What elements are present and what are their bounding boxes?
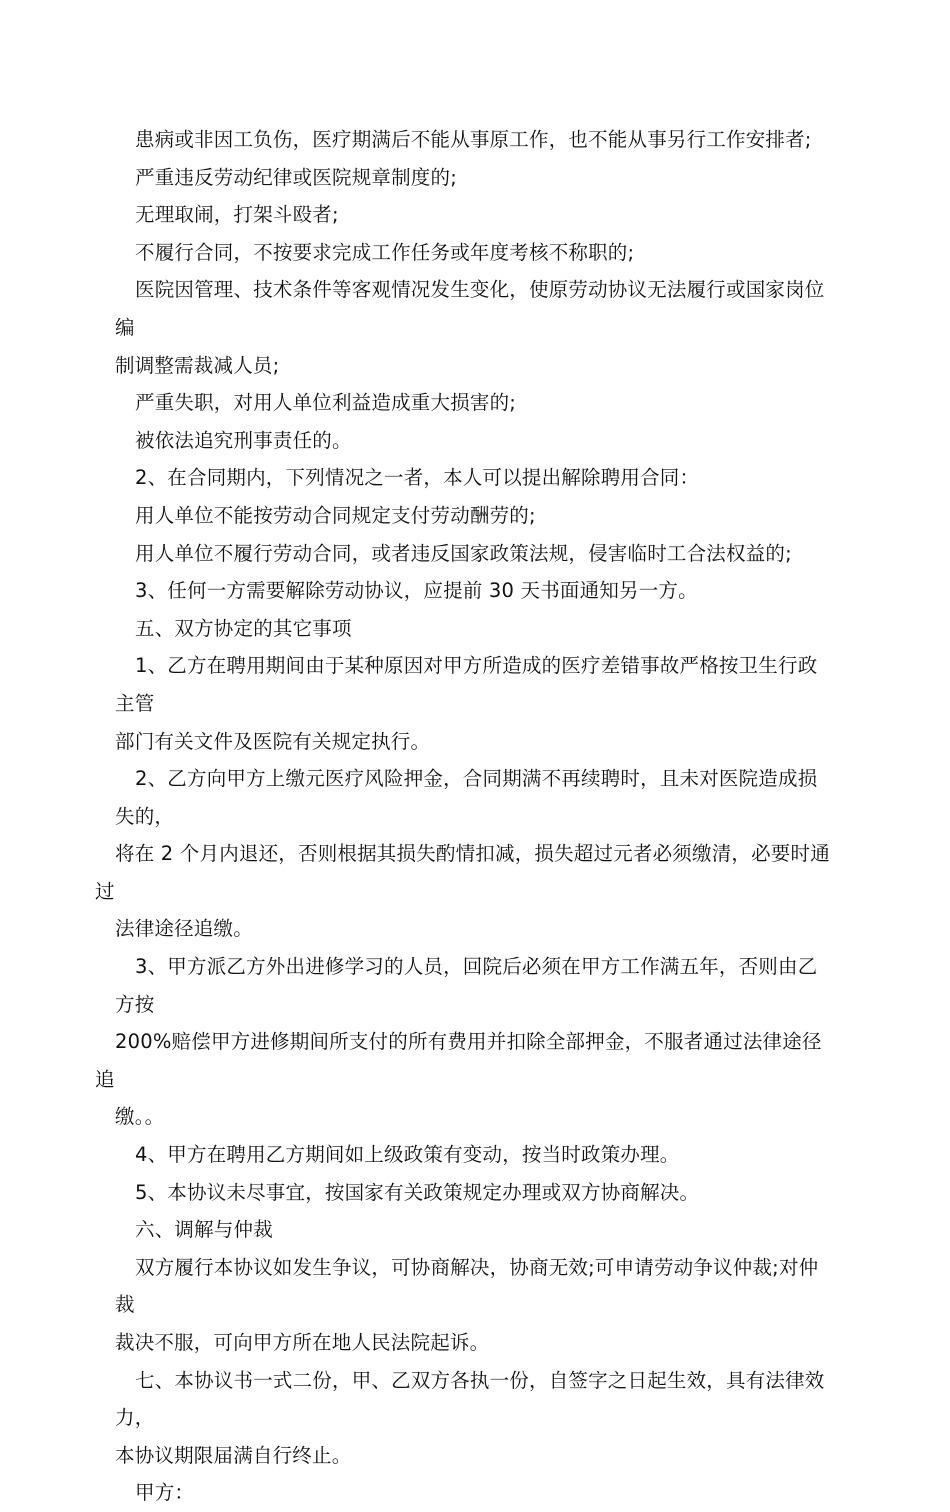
text-line: 3、甲方派乙方外出进修学习的人员，回院后必须在甲方工作满五年，否则由乙方按 (115, 955, 818, 1016)
document-body (95, 121, 837, 1512)
paragraph (95, 760, 837, 948)
text-line: 五、双方协定的其它事项 (135, 616, 352, 640)
section-heading (115, 1211, 837, 1249)
paragraph (115, 1174, 837, 1212)
section-heading (115, 610, 837, 648)
text-line: 七、本协议书一式二份，甲、乙双方各执一份，自签字之日起生效，具有法律效力， (115, 1368, 825, 1430)
text-line: 医院因管理、技术条件等客观情况发生变化，使原劳动协议无法履行或国家岗位编 (115, 278, 825, 339)
text-line: 甲方： (135, 1481, 195, 1505)
paragraph (115, 1249, 837, 1362)
text-line: 本协议期限届满自行终止。 (115, 1443, 352, 1467)
text-line: 裁决不服，可向甲方所在地人民法院起诉。 (115, 1331, 490, 1354)
paragraph (115, 384, 837, 422)
paragraph (115, 535, 837, 573)
paragraph (115, 234, 837, 272)
text-line: 患病或非因工负伤，医疗期满后不能从事原工作，也不能从事另行工作安排者; (135, 128, 812, 151)
paragraph (115, 1136, 837, 1174)
paragraph (115, 1362, 837, 1475)
text-line: 1、乙方在聘用期间由于某种原因对甲方所造成的医疗差错事故严格按卫生行政主管 (115, 654, 818, 715)
text-line: 200%赔偿甲方进修期间所支付的所有费用并扣除全部押金，不服者通过法律途径追 (95, 1030, 822, 1091)
text-line: 5、本协议未尽事宜，按国家有关政策规定办理或双方协商解决。 (135, 1180, 700, 1204)
text-line: 4、甲方在聘用乙方期间如上级政策有变动，按当时政策办理。 (135, 1143, 680, 1167)
text-line: 严重违反劳动纪律或医院规章制度的; (135, 165, 457, 189)
signature-label (115, 1474, 837, 1512)
text-line: 用人单位不履行劳动合同，或者违反国家政策法规，侵害临时工合法权益的; (135, 541, 792, 565)
paragraph (115, 647, 837, 760)
paragraph (115, 159, 837, 197)
text-line: 部门有关文件及医院有关规定执行。 (115, 729, 431, 753)
text-line: 被依法追究刑事责任的。 (135, 428, 352, 452)
paragraph (115, 121, 837, 159)
text-line: 2、在合同期内，下列情况之一者，本人可以提出解除聘用合同： (135, 466, 700, 490)
text-line: 缴。。 (115, 1105, 165, 1129)
paragraph (115, 422, 837, 460)
text-line: 3、任何一方需要解除劳动协议，应提前 30 天书面通知另一方。 (135, 579, 698, 603)
text-line: 无理取闹，打架斗殴者; (135, 203, 339, 227)
text-line: 用人单位不能按劳动合同规定支付劳动酬劳的; (135, 503, 536, 527)
text-line: 法律途径追缴。 (115, 917, 253, 941)
text-line: 不履行合同，不按要求完成工作任务或年度考核不称职的; (135, 240, 635, 264)
text-line: 双方履行本协议如发生争议，可协商解决，协商无效;可申请劳动争议仲裁;对仲裁 (115, 1255, 819, 1317)
paragraph (115, 271, 837, 384)
text-line: 六、调解与仲裁 (135, 1218, 273, 1242)
text-line: 制调整需裁减人员; (115, 353, 280, 377)
text-line: 严重失职，对用人单位利益造成重大损害的; (135, 391, 517, 415)
text-line: 2、乙方向甲方上缴元医疗风险押金，合同期满不再续聘时，且未对医院造成损失的， (115, 767, 818, 828)
paragraph (115, 459, 837, 497)
paragraph (95, 948, 837, 1136)
text-line: 将在 2 个月内退还，否则根据其损失酌情扣减，损失超过元者必须缴清，必要时通过 (95, 842, 830, 903)
paragraph (115, 497, 837, 535)
paragraph (115, 196, 837, 234)
paragraph (115, 572, 837, 610)
